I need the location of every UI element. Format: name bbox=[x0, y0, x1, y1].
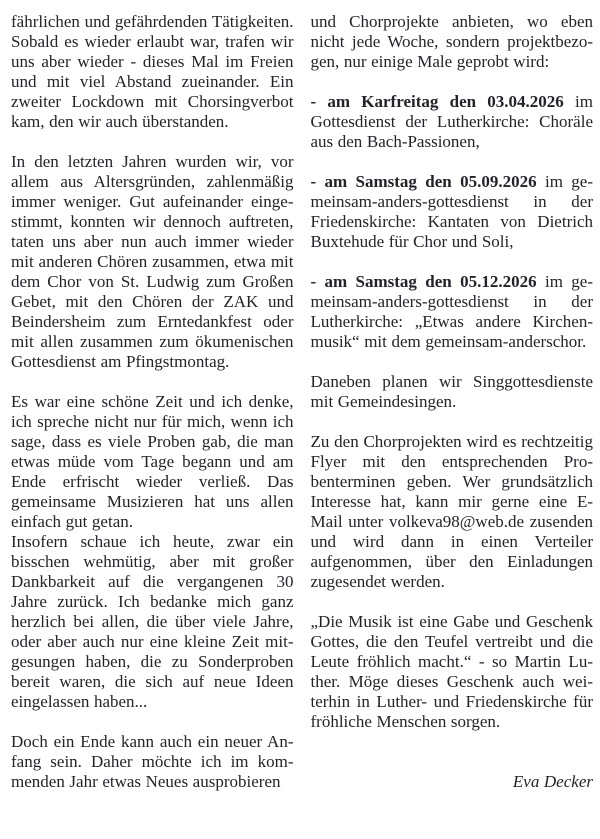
luther-quote-paragraph bbox=[311, 612, 594, 732]
text-column-right bbox=[311, 12, 594, 839]
text-run: im gemeinsam-anders-gottesdienst in der Friedenskirche: Kantaten von Dietrich Buxtehude für Chor und Soli, bbox=[310, 172, 594, 251]
text-run: im gemeinsam-anders-gottesdienst in der Lutherkirche: „Etwas andere Kirchenmusik“ mit dem gemeinsam-anderschor. bbox=[310, 272, 594, 351]
text-run: In den letzten Jahren wurden wir, vor allem aus Altersgründen, zahlenmäßig immer weniger. Gut aufeinander eingestimmt, konnten wir dennoch auftreten, taten uns aber nun auch immer wieder mit anderen Chören zusammen, etwa mit dem Chor von St. Ludwig zum Großen Gebet, mit den Chören der ZAK und Beindersheim zum Erntedankfest oder mit allen zusammen zum ökumenischen Gottesdienst am Pfingstmontag. bbox=[11, 152, 294, 371]
paragraph bbox=[11, 532, 294, 712]
paragraph bbox=[11, 392, 294, 532]
bold-text-run: - am Samstag den 05.12.2026 bbox=[310, 272, 537, 291]
contact-paragraph bbox=[311, 432, 594, 592]
paragraph bbox=[11, 732, 294, 792]
text-run: Doch ein Ende kann auch ein neuer Anfang sein. Daher möchte ich im kommenden Jahr etwas Neues ausprobieren bbox=[11, 732, 294, 791]
text-run: Es war eine schöne Zeit und ich denke, ich spreche nicht nur für mich, wenn ich sage, dass es viele Proben gab, die man etwas müde vom Tage begann und am Ende erfrischt wieder verließ. Das gemeinsame Musizieren hat uns allen einfach gut getan. bbox=[11, 392, 294, 531]
author-signature bbox=[311, 772, 594, 792]
paragraph bbox=[311, 12, 594, 72]
text-run: im Gottesdienst der Lutherkirche: Choräle aus den Bach-Passionen, bbox=[310, 92, 593, 151]
text-run: fährlichen und gefährdenden Tätigkeiten. Sobald es wieder erlaubt war, trafen wir uns aber wieder - dieses Mal im Freien und mit viel Abstand zueinander. Ein zweiter Lockdown mit Chorsingverbot kam, den wir auch überstanden. bbox=[11, 12, 294, 131]
paragraph bbox=[311, 372, 594, 412]
text-run: Eva Decker bbox=[512, 772, 593, 791]
text-column-left bbox=[11, 12, 294, 839]
paragraph bbox=[11, 12, 294, 132]
bold-text-run: - am Karfreitag den 03.04.2026 bbox=[310, 92, 564, 111]
paragraph bbox=[11, 152, 294, 372]
text-run: Daneben planen wir Singgottesdienste mit Gemeindesingen. bbox=[310, 372, 593, 411]
text-run: und Chorprojekte anbieten, wo eben nicht jede Woche, sondern projektbezogen, nur einige Male geprobt wird: bbox=[310, 12, 593, 71]
text-run: Insofern schaue ich heute, zwar ein bisschen wehmütig, aber mit großer Dankbarkeit auf die vergangenen 30 Jahre zurück. Ich bedanke mich ganz herzlich bei allen, die über viele Jahre, oder aber auch nur eine kleine Zeit mitgesungen haben, die zu Sonderproben bereit waren, die sich auf neue Ideen eingelassen haben... bbox=[11, 532, 294, 711]
event-item-samstag-dezember bbox=[311, 272, 594, 352]
event-item-karfreitag bbox=[311, 92, 594, 152]
event-item-samstag-september bbox=[311, 172, 594, 252]
text-run: Zu den Chorprojekten wird es rechtzeitig Flyer mit den entsprechenden Probenterminen geben. Wer grundsätzlich Interesse hat, kann mir gerne eine E-Mail unter volkeva98@web.de zusenden und wird dann in einen Verteiler aufgenommen, über den Einladungen zugesendet werden. bbox=[310, 432, 593, 591]
text-run: „Die Musik ist eine Gabe und Geschenk Gottes, die den Teufel vertreibt und die Leute fröhlich macht.“ - so Martin Luther. Möge dieses Geschenk auch weiterhin in Luther- und Friedenskirche für fröhliche Menschen sorgen. bbox=[310, 612, 593, 731]
bold-text-run: - am Samstag den 05.09.2026 bbox=[310, 172, 537, 191]
